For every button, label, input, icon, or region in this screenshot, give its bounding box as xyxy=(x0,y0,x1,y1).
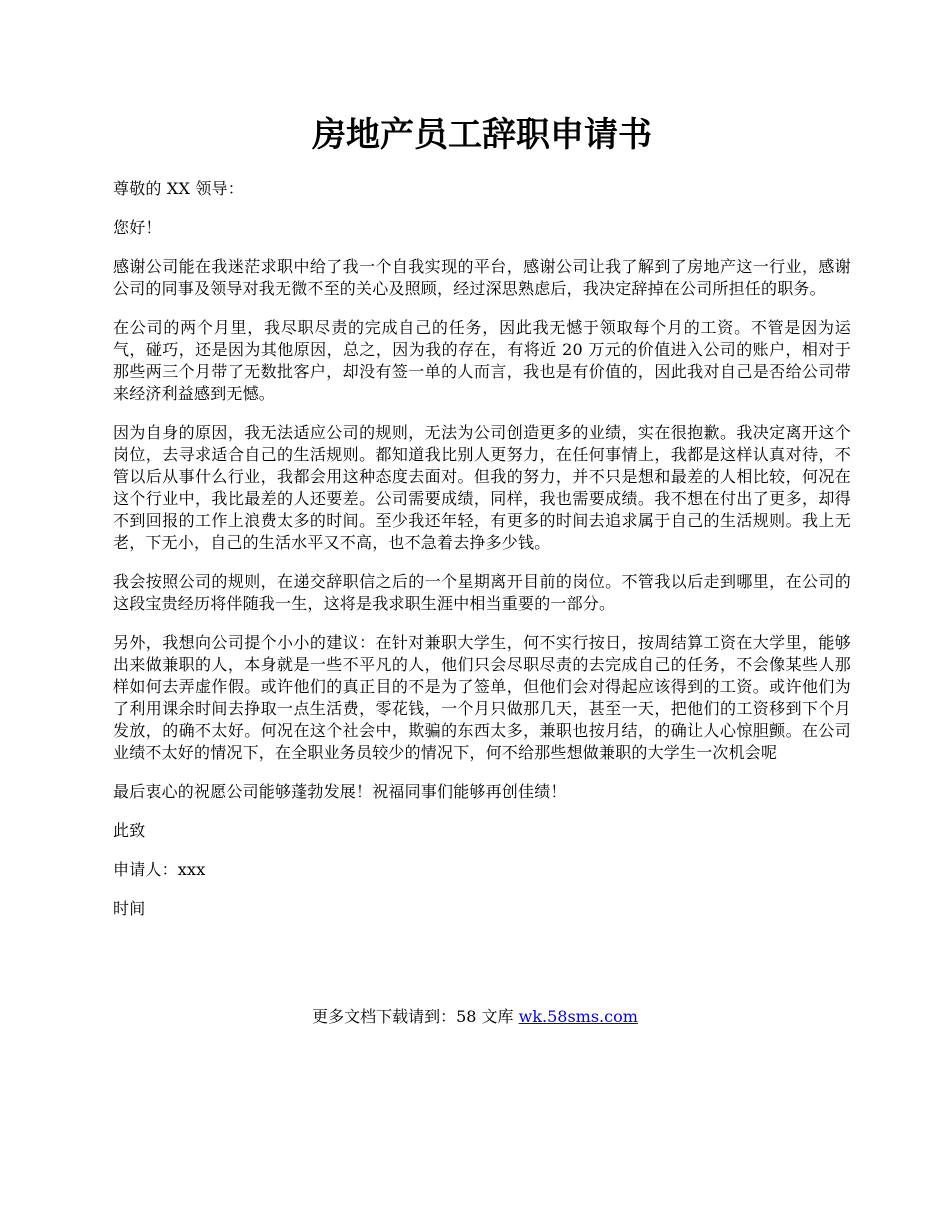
paragraph-performance: 在公司的两个月里，我尽职尽责的完成自己的任务，因此我无憾于领取每个月的工资。不管是因为运气，碰巧，还是因为其他原因，总之，因为我的存在，有将近 20 万元的价值进入公司的账户，相对于那些两三个月带了无数批客户，却没有签一单的人而言，我也是有价值的，因此我对自己是否给公司带来经济利益感到无憾。 xyxy=(113,318,851,403)
footer-prefix: 更多文档下载请到：58 文库 xyxy=(312,1007,519,1026)
paragraph-suggestion: 另外，我想向公司提个小小的建议：在针对兼职大学生，何不实行按日，按周结算工资在大学里，能够出来做兼职的人，本身就是一些不平凡的人，他们只会尽职尽责的去完成自己的任务，不会像某些人那样如何去弄虚作假。或许他们的真正目的不是为了签单，但他们会对得起应该得到的工资。或许他们为了利用课余时间去挣取一点生活费，零花钱，一个月只做那几天，甚至一天，把他们的工资移到下个月发放，的确不太好。何况在这个社会中，欺骗的东西太多，兼职也按月结，的确让人心惊胆颤。在公司业绩不太好的情况下，在全职业务员较少的情况下，何不给那些想做兼职的大学生一次机会呢 xyxy=(113,633,851,762)
applicant-line: 申请人：xxx xyxy=(113,860,206,879)
paragraph-wishes: 最后衷心的祝愿公司能够蓬勃发展！祝福同事们能够再创佳绩！ xyxy=(113,782,567,801)
time-label: 时间 xyxy=(113,899,146,918)
closing: 此致 xyxy=(113,821,146,840)
footer-link[interactable]: wk.58sms.com xyxy=(518,1007,638,1026)
salutation: 尊敬的 XX 领导： xyxy=(113,179,244,198)
document-title: 房地产员工辞职申请书 xyxy=(312,115,652,155)
footer xyxy=(0,1006,950,1028)
paragraph-gratitude: 感谢公司能在我迷茫求职中给了我一个自我实现的平台，感谢公司让我了解到了房地产这一行业，感谢公司的同事及领导对我无微不至的关心及照顾，经过深思熟虑后，我决定辞掉在公司所担任的职务。 xyxy=(113,257,851,298)
greeting: 您好！ xyxy=(113,218,162,237)
paragraph-reason: 因为自身的原因，我无法适应公司的规则，无法为公司创造更多的业绩，实在很抱歉。我决定离开这个岗位，去寻求适合自己的生活规则。都知道我比别人更努力，在任何事情上，我都是这样认真对待，不管以后从事什么行业，我都会用这种态度去面对。但我的努力，并不只是想和最差的人相比较，何况在这个行业中，我比最差的人还要差。公司需要成绩，同样，我也需要成绩。我不想在付出了更多，却得不到回报的工作上浪费太多的时间。至少我还年轻，有更多的时间去追求属于自己的生活规则。我上无老，下无小，自己的生活水平又不高，也不急着去挣多少钱。 xyxy=(113,423,851,552)
paragraph-departure: 我会按照公司的规则，在递交辞职信之后的一个星期离开目前的岗位。不管我以后走到哪里，在公司的这段宝贵经历将伴随我一生，这将是我求职生涯中相当重要的一部分。 xyxy=(113,572,851,613)
document-body xyxy=(113,178,851,937)
